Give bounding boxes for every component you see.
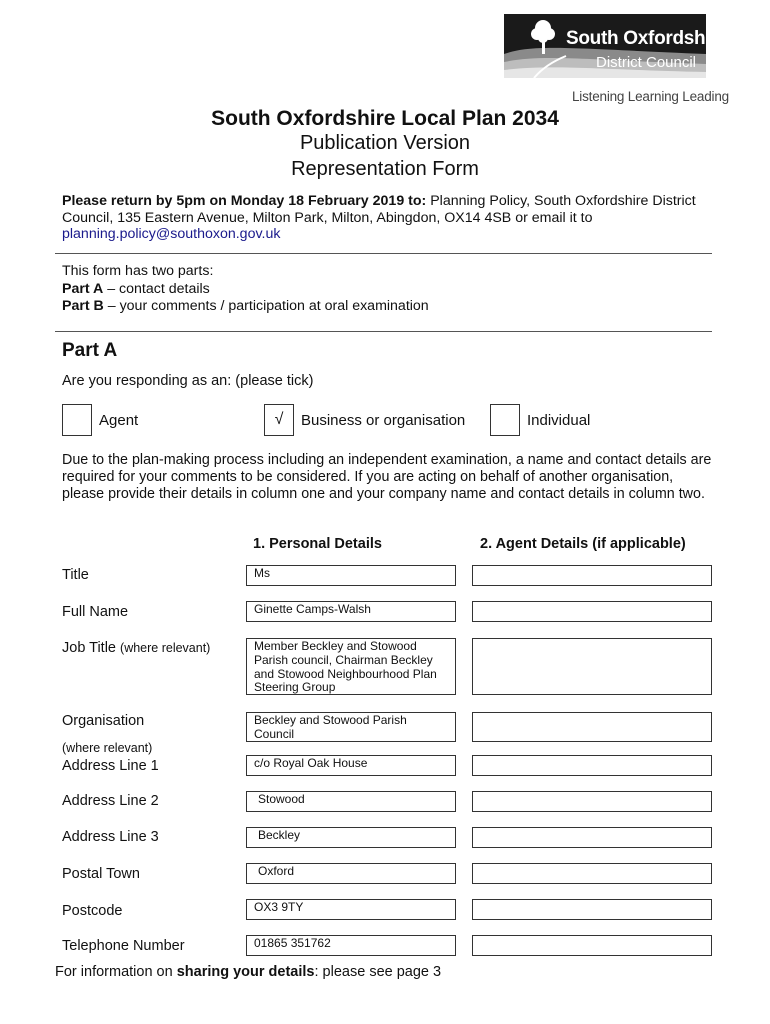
footer-suffix: : please see page 3 [314, 964, 442, 980]
page-subtitle-1: Publication Version [299, 132, 471, 154]
agent-full-name-field[interactable] [472, 601, 712, 622]
part-a-heading: Part A [62, 340, 118, 361]
agent-telephone-field[interactable] [472, 935, 712, 956]
email-link[interactable]: planning.policy@southoxon.gov.uk [62, 226, 281, 243]
part-a-line [62, 281, 429, 299]
postcode-label: Postcode [62, 903, 123, 919]
agent-address1-field[interactable] [472, 755, 712, 776]
organisation-field[interactable]: Beckley and Stowood Parish Council [246, 712, 456, 742]
logo-tagline: Listening Learning Leading [572, 89, 729, 104]
agent-details-header: 2. Agent Details (if applicable) [480, 536, 686, 552]
agent-organisation-field[interactable] [472, 712, 712, 742]
address1-field[interactable]: c/o Royal Oak House [246, 755, 456, 776]
agent-postal-town-field[interactable] [472, 863, 712, 884]
organisation-label: Organisation [62, 713, 145, 729]
postal-town-field[interactable]: Oxford [246, 863, 456, 884]
address2-label: Address Line 2 [62, 793, 159, 809]
job-title-text: Job Title [62, 640, 116, 656]
agent-label: Agent [99, 412, 139, 429]
business-checkbox[interactable]: √ [264, 404, 294, 436]
respondent-question: Are you responding as an: (please tick) [62, 373, 314, 389]
footer-note [55, 964, 441, 980]
return-instructions [62, 193, 722, 243]
postal-town-label: Postal Town [62, 866, 140, 882]
job-title-note: (where relevant) [120, 641, 211, 655]
logo-line2: District Council [596, 54, 697, 71]
page-subtitle-2: Representation Form [291, 158, 479, 180]
full-name-field[interactable]: Ginette Camps-Walsh [246, 601, 456, 622]
job-title-label [62, 640, 210, 656]
explanation-text: Due to the plan-making process including an independent examination, a name and contact details are required for your comments to be considered. If you are acting on behalf of another organisation, please provide their details in column one and your company name and contact details in column two. [62, 452, 712, 502]
individual-label: Individual [527, 412, 591, 429]
part-b-line [62, 298, 429, 316]
job-title-field[interactable]: Member Beckley and Stowood Parish council, Chairman Beckley and Stowood Neighbourhood Plan Steering Group [246, 638, 456, 695]
agent-postcode-field[interactable] [472, 899, 712, 920]
page-title: South Oxfordshire Local Plan 2034 [211, 107, 559, 130]
agent-address3-field[interactable] [472, 827, 712, 848]
logo-line1: South Oxfordshire [566, 28, 728, 49]
return-address: Planning Policy, South Oxfordshire District Council, 135 Eastern Avenue, Milton Park, Milton, Abingdon, OX14 4SB or email it to [62, 193, 696, 226]
parts-intro-text: This form has two parts: [62, 263, 214, 279]
part-b-desc: – your comments / participation at oral examination [103, 298, 429, 314]
address2-field[interactable]: Stowood [246, 791, 456, 812]
part-a-desc: – contact details [103, 280, 210, 297]
telephone-field[interactable]: 01865 351762 [246, 935, 456, 956]
business-label: Business or organisation [301, 412, 466, 429]
postcode-field[interactable]: OX3 9TY [246, 899, 456, 920]
form-parts-intro [62, 263, 429, 316]
divider [55, 331, 712, 332]
telephone-label: Telephone Number [62, 938, 185, 954]
organisation-note: (where relevant) [62, 741, 153, 755]
footer-bold: sharing your details [176, 964, 315, 980]
title-label: Title [62, 567, 89, 583]
title-field[interactable]: Ms [246, 565, 456, 586]
footer-prefix: For information on [55, 964, 177, 980]
address3-field[interactable]: Beckley [246, 827, 456, 848]
agent-address2-field[interactable] [472, 791, 712, 812]
return-deadline: Please return by 5pm on Monday 18 February 2019 to: [62, 193, 427, 209]
part-b-label: Part B [62, 298, 104, 314]
address1-label: Address Line 1 [62, 758, 159, 774]
individual-checkbox[interactable] [490, 404, 520, 436]
divider [55, 253, 712, 254]
part-a-label: Part A [62, 280, 104, 297]
full-name-label: Full Name [62, 604, 129, 620]
personal-details-header: 1. Personal Details [253, 536, 382, 552]
agent-job-title-field[interactable] [472, 638, 712, 695]
agent-checkbox[interactable] [62, 404, 92, 436]
address3-label: Address Line 3 [62, 829, 159, 845]
agent-title-field[interactable] [472, 565, 712, 586]
